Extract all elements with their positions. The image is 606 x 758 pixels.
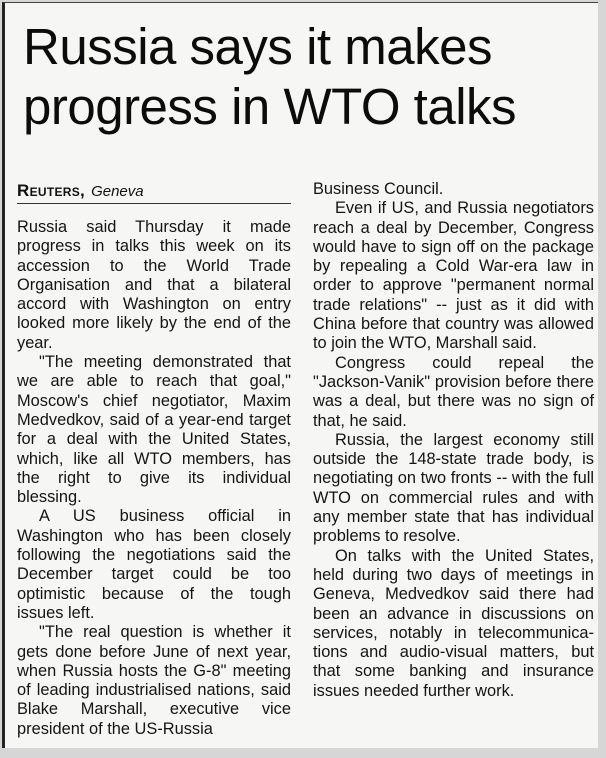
paragraph-3: A US business official in Washington who has been closely following the negotiations said the December target could be too optimistic because of the tough issues left. (17, 507, 291, 622)
headline (23, 17, 598, 137)
byline-location: Geneva (91, 183, 144, 200)
headline-line-2: progress in WTO talks (23, 78, 517, 135)
paragraph-1: Russia said Thursday it made progress in talks this week on its accession to the World Trade Organisation and that a bilateral accord with Washington on entry looked more likely by the end of the year. (17, 218, 291, 352)
paragraph-4: "The real question is whether it gets done before June of next year, when Russia hosts the G-8" meeting of leading industrialised nations, said Blake Marshall, executive vice president of the US-Russia (17, 623, 291, 738)
paragraph-2: "The meeting demonstrated that we are able to reach that goal," Moscow's chief negotiator, Maxim Medvedkov, said of a year-end target for a deal with the United States, which, like all WTO members, has the right to give its individual blessing. (17, 353, 291, 507)
paragraph-4-continued: Business Council. (313, 180, 444, 198)
paragraph-8: On talks with the United States, held during two days of meetings in Geneva, Medvedkov said there had been an advance in discussions on services, notably in telecommunications and audio-visual matters, but that some banking and insurance issues needed further work. (313, 546, 594, 700)
article-column-left (17, 218, 291, 739)
paragraph-5: Even if US, and Russia negotiators reach a deal by December, Congress would have to sign off on the package by repealing a Cold War-era law in order to approve "permanent normal trade relations" -- just as it did with China before that country was allowed to join the WTO, Marshall said. (313, 199, 594, 353)
byline-source: Reuters, (17, 181, 86, 200)
byline (17, 181, 291, 204)
article-column-right (313, 180, 594, 701)
headline-line-1: Russia says it makes (23, 18, 492, 75)
paragraph-7: Russia, the largest economy still outside the 148-state trade body, is negotiating on two fronts -- with the full WTO on commercial rules and with any member state that has individual problems to resolve. (313, 430, 594, 546)
paragraph-6: Congress could repeal the "Jackson-Vanik" provision before there was a deal, but there was no sign of that, he said. (313, 353, 594, 430)
